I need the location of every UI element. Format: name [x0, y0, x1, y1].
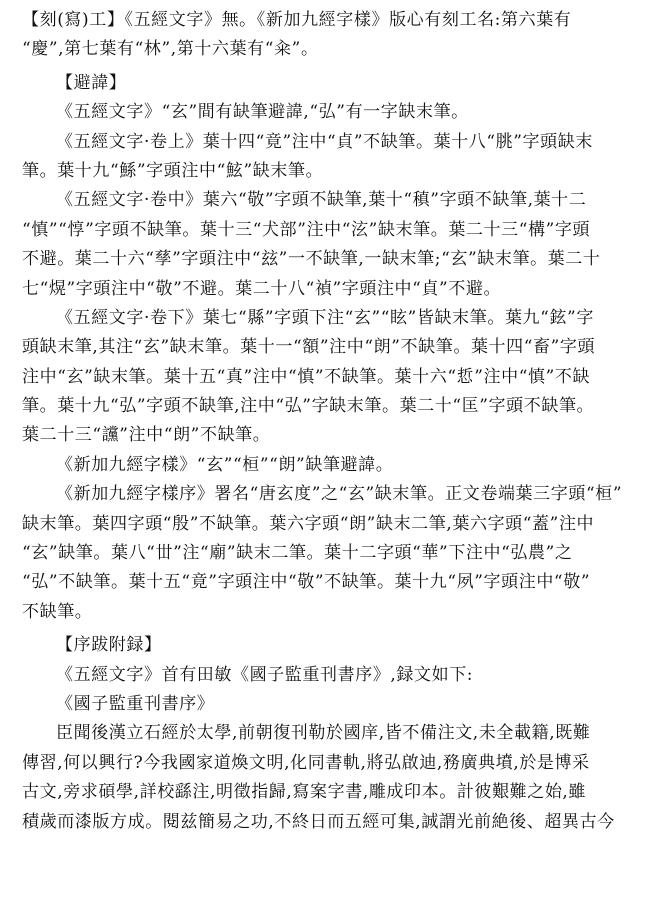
para-vol2-line-4: 七“熀”字頭注中“敬”不避。葉二十八“禎”字頭注中“貞”不避。: [22, 278, 502, 299]
para-jiujing-line-1: 《新加九經字樣序》署名“唐玄度”之“玄”缺末筆。正文卷端葉三字頭“桓”: [56, 484, 623, 505]
para-vol2-line-2: “慎”“惇”字頭不缺筆。葉十三“犬部”注中“泫”缺末筆。葉二十三“構”字頭: [22, 219, 591, 240]
para-vol3-line-5: 葉二十三“讜”注中“朗”不缺筆。: [22, 425, 271, 446]
document-page: [22, 6, 630, 837]
para-vol3-line-3: 注中“玄”缺末筆。葉十五“真”注中“慎”不缺筆。葉十六“悊”注中“慎”不缺: [22, 366, 591, 387]
para-prefaces-intro: 《五經文字》首有田敏《國子監重刊書序》,録文如下:: [56, 664, 474, 685]
para-vol2-line-1: 《五經文字·卷中》葉六“敬”字頭不缺筆,葉十“稹”字頭不缺筆,葉十二: [56, 190, 587, 211]
preface-line-2: 傳習,何以興行?今我國家道煥文明,化同書軌,將弘啟迪,務廣典墳,於是博采: [22, 752, 590, 773]
para-engravers-line-1: 【刻(寫)工】《五經文字》無。《新加九經字樣》版心有刻工名:第六葉有: [22, 10, 572, 30]
para-vol3-line-2: 頭缺末筆,其注“玄”缺末筆。葉十一“額”注中“朗”不缺筆。葉十四“畜”字頭: [22, 337, 596, 358]
preface-line-4: 積歲而漆版方成。閱兹簡易之功,不終日而五經可集,誠謂光前絶後、超異古今: [22, 811, 615, 832]
para-vol2-line-3: 不避。葉二十六“孳”字頭注中“玆”一不缺筆,一缺末筆;“玄”缺末筆。葉二十: [22, 249, 601, 270]
preface-line-1: 臣聞後漢立石經於太學,前朝復刊勒於國庠,皆不備注文,未全載籍,既難: [56, 723, 591, 744]
para-jiujing-line-3: “玄”缺筆。葉八“丗”注“廟”缺末二筆。葉十二字頭“華”下注中“弘農”之: [22, 543, 573, 564]
para-jiujing-line-4: “弘”不缺筆。葉十五“竟”字頭注中“敬”不缺筆。葉十九“夙”字頭注中“敬”: [22, 572, 591, 593]
para-vol3-line-4: 筆。葉十九“弘”字頭不缺筆,注中“弘”字缺末筆。葉二十“匡”字頭不缺筆。: [22, 396, 595, 417]
para-vol3-line-1: 《五經文字·卷下》葉七“縣”字頭下注“玄”“眩”皆缺末筆。葉九“鉉”字: [56, 307, 594, 328]
para-jiujing-line-5: 不缺筆。: [22, 601, 93, 622]
heading-taboo: 【避諱】: [56, 72, 127, 93]
para-jiujing-line-2: 缺末筆。葉四字頭“殷”不缺筆。葉六字頭“朗”缺末二筆,葉六字頭“蓋”注中: [22, 513, 595, 534]
para-jiujing-intro: 《新加九經字樣》“玄”“桓”“朗”缺筆避諱。: [56, 454, 394, 475]
preface-title: 《國子監重刊書序》: [56, 693, 215, 714]
para-engravers-line-2: “慶”,第七葉有“林”,第十六葉有“籴”。: [22, 39, 319, 60]
heading-prefaces: 【序跋附録】: [56, 635, 162, 656]
para-vol1-line-2: 筆。葉十九“鯀”字頭注中“鮌”缺末筆。: [22, 160, 324, 181]
preface-line-3: 古文,旁求碩學,詳校繇注,明徵指歸,寫案字書,雕成印本。計彼艱難之始,雖: [22, 782, 587, 803]
para-taboo-intro: 《五經文字》“玄”間有缺筆避諱,“弘”有一字缺末筆。: [56, 102, 469, 123]
para-vol1-line-1: 《五經文字·卷上》葉十四“竟”注中“貞”不缺筆。葉十八“朓”字頭缺末: [56, 131, 593, 152]
